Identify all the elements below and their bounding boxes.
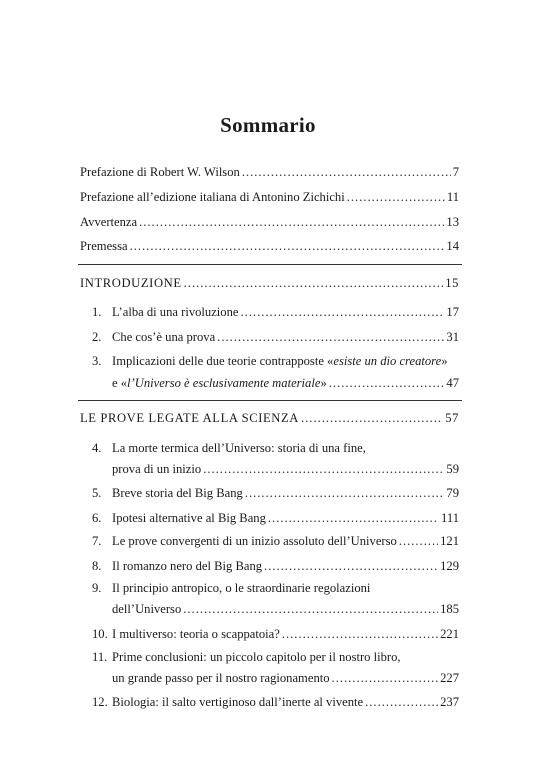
chapter-number: 3.	[92, 354, 102, 368]
toc-entry-page: 227	[440, 671, 459, 685]
chapter-number: 12.	[92, 695, 108, 709]
chapter-number: 7.	[92, 534, 102, 548]
dot-leader	[130, 238, 445, 254]
toc-entry-page: 47	[446, 376, 459, 390]
toc-entry-label: Biologia: il salto vertiginoso dall’inerte al vivente	[112, 695, 364, 709]
toc-entry-ch5[interactable]	[92, 485, 459, 501]
dot-leader	[245, 485, 445, 501]
chapter-number: 9.	[92, 581, 102, 595]
toc-entry-label: Prefazione all’edizione italiana di Antonino Zichichi	[80, 190, 345, 204]
toc-entry-label: Che cos’è una prova	[112, 330, 216, 344]
toc-entry-avvertenza[interactable]	[80, 214, 459, 230]
toc-section-label: INTRODUZIONE	[80, 276, 182, 290]
toc-entry-label: Avvertenza	[80, 215, 138, 229]
toc-entry-ch7[interactable]	[92, 533, 459, 549]
toc-section-scienza[interactable]	[80, 410, 459, 426]
dot-leader	[301, 410, 443, 426]
toc-entry-ch6[interactable]	[92, 510, 459, 526]
chapter-number: 5.	[92, 486, 102, 500]
toc-section-introduzione[interactable]	[80, 275, 459, 291]
dot-leader	[240, 304, 444, 320]
chapter-number: 6.	[92, 511, 102, 525]
toc-entry-label: Le prove convergenti di un inizio assoluto dell’Universo	[112, 534, 397, 548]
toc-section-page: 57	[445, 411, 459, 425]
toc-entry-label: Breve storia del Big Bang	[112, 486, 243, 500]
toc-entry-page: 7	[452, 165, 459, 179]
toc-entry-ch9[interactable]	[92, 580, 459, 617]
chapter-number: 11.	[92, 650, 108, 664]
toc-entry-ch4[interactable]	[92, 440, 459, 477]
dot-leader	[365, 694, 438, 710]
chapter-number: 2.	[92, 330, 102, 344]
toc-entry-label-line1: Prime conclusioni: un piccolo capitolo per il nostro libro,	[112, 650, 401, 664]
toc-entry-ch11[interactable]	[92, 649, 459, 686]
divider	[78, 400, 462, 401]
toc-entry-label: Prefazione di Robert W. Wilson	[80, 165, 240, 179]
dot-leader	[217, 329, 444, 345]
chapter-number: 10.	[92, 627, 108, 641]
dot-leader	[399, 533, 438, 549]
toc-entry-label: Ipotesi alternative al Big Bang	[112, 511, 266, 525]
toc-section-label: LE PROVE LEGATE ALLA SCIENZA	[80, 411, 299, 425]
toc-entry-page: 237	[440, 695, 459, 709]
chapter-number: 4.	[92, 441, 102, 455]
toc-entry-label-line1: La morte termica dell’Universo: storia di una fine,	[112, 441, 366, 455]
dot-leader	[282, 626, 438, 642]
dot-leader	[139, 214, 444, 230]
toc-entry-label-line2: dell’Universo	[112, 602, 182, 616]
toc-entry-ch10[interactable]	[92, 626, 459, 642]
toc-entry-prefazione-wilson[interactable]	[80, 164, 459, 180]
dot-leader	[183, 601, 438, 617]
toc-entry-ch3[interactable]	[92, 353, 459, 391]
page-title: Sommario	[220, 113, 316, 137]
toc-entry-label: I multiverso: teoria o scappatoia?	[112, 627, 280, 641]
toc-entry-page: 79	[446, 486, 459, 500]
toc-entry-label-line1: Il principio antropico, o le straordinarie regolazioni	[112, 581, 371, 595]
toc-entry-page: 13	[446, 215, 459, 229]
toc-entry-label: Premessa	[80, 239, 128, 253]
toc-entry-page: 14	[446, 239, 459, 253]
toc-entry-page: 17	[446, 305, 459, 319]
toc-entry-label-line2: e «l’Universo è esclusivamente materiale»	[112, 376, 327, 390]
toc-section-page: 15	[445, 276, 459, 290]
dot-leader	[268, 510, 439, 526]
divider	[78, 264, 462, 265]
toc-entry-page: 59	[446, 462, 459, 476]
toc-entry-ch8[interactable]	[92, 558, 459, 574]
chapter-number: 1.	[92, 305, 102, 319]
toc-entry-ch1[interactable]	[92, 304, 459, 320]
toc-entry-ch2[interactable]	[92, 329, 459, 345]
dot-leader	[184, 275, 444, 291]
toc-entry-label-line1: Implicazioni delle due teorie contrapposte «esiste un dio creatore»	[112, 354, 448, 368]
dot-leader	[329, 375, 445, 391]
toc-entry-label: L’alba di una rivoluzione	[112, 305, 239, 319]
dot-leader	[203, 461, 444, 477]
toc-entry-label-line2: prova di un inizio	[112, 462, 202, 476]
chapter-number: 8.	[92, 559, 102, 573]
dot-leader	[242, 164, 451, 180]
toc-entry-ch12[interactable]	[92, 694, 459, 710]
dot-leader	[332, 670, 439, 686]
toc-entry-page: 31	[446, 330, 459, 344]
toc-entry-label-line2: un grande passo per il nostro ragionamento	[112, 671, 330, 685]
toc-entry-page: 111	[441, 511, 459, 525]
toc-entry-prefazione-zichichi[interactable]	[80, 189, 459, 205]
toc-entry-page: 11	[446, 190, 459, 204]
dot-leader	[264, 558, 438, 574]
toc-entry-label: Il romanzo nero del Big Bang	[112, 559, 263, 573]
toc-entry-premessa[interactable]	[80, 238, 459, 254]
toc-entry-page: 185	[440, 602, 459, 616]
dot-leader	[347, 189, 445, 205]
toc-entry-page: 129	[440, 559, 459, 573]
toc-entry-page: 121	[440, 534, 459, 548]
toc-entry-page: 221	[440, 627, 459, 641]
